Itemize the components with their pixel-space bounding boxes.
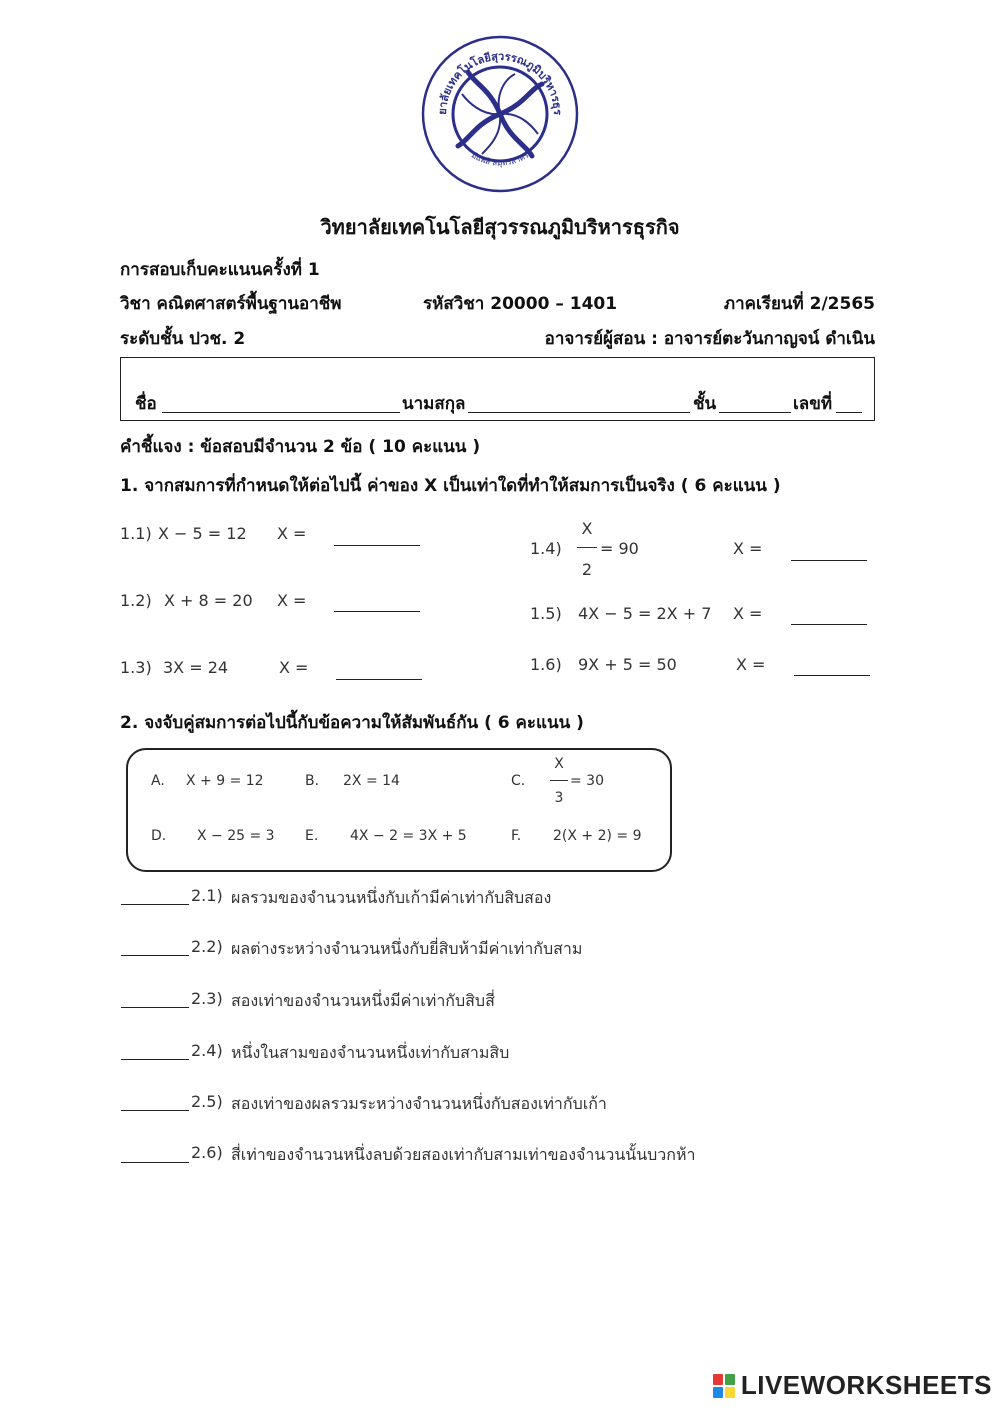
semester: ภาคเรียนที่ 2/2565 [723,294,875,314]
match-item-text: หนึ่งในสามของจำนวนหนึ่งเท่ากับสามสิบ [231,1043,510,1062]
option-equation: 4X − 2 = 3X + 5 [350,828,467,844]
fraction-numerator: X [554,756,564,772]
match-item-text: ผลรวมของจำนวนหนึ่งกับเก้ามีค่าเท่ากับสิบสอง [231,888,552,907]
item-number: 1.1) [120,524,152,543]
match-item-number: 2.6) [191,1143,223,1162]
option-letter: F. [511,828,522,844]
match-item-number: 2.3) [191,989,223,1008]
logo-text-top: ยาลัยเทคโนโลยีสุวรรณภูมิบริหารธุร [435,49,565,116]
answer-input-1-1[interactable] [334,545,420,546]
class-level: ระดับชั้น ปวช. 2 [120,329,246,349]
item-number: 1.6) [530,655,562,674]
section2-title: 2. จงจับคู่สมการต่อไปนี้กับข้อความให้สัมพันธ์กัน ( 6 คะแนน ) [120,713,584,733]
match-answer-input[interactable] [121,1110,189,1111]
answer-input-1-2[interactable] [334,611,420,612]
teacher-name: อาจารย์ผู้สอน : อาจารย์ตะวันกาญจน์ ดำเนิน [544,329,875,349]
answer-input-1-5[interactable] [791,624,867,625]
option-letter: B. [305,773,320,789]
answer-input-1-6[interactable] [794,675,870,676]
option-equation: X + 9 = 12 [186,773,264,789]
option-letter: A. [151,773,165,789]
option-letter: E. [305,828,319,844]
class-label: ชั้น [693,394,717,414]
match-item-number: 2.5) [191,1092,223,1111]
equation: 3X = 24 [163,658,229,677]
answer-input-1-4[interactable] [791,560,867,561]
option-equation: X − 25 = 3 [197,828,275,844]
match-answer-input[interactable] [121,1162,189,1163]
option-equation: 2(X + 2) = 9 [553,828,642,844]
item-number: 1.2) [120,591,152,610]
class-input[interactable] [719,412,791,413]
options-box [126,748,672,872]
answer-label: X = [733,539,763,558]
subject-name: วิชา คณิตศาสตร์พื้นฐานอาชีพ [120,294,342,314]
match-item-number: 2.4) [191,1041,223,1060]
logo-text-bottom: มีแพสิ สมุทรสาคร [469,150,531,168]
number-input[interactable] [836,412,862,413]
instruction: คำชี้แจง : ข้อสอบมีจำนวน 2 ข้อ ( 10 คะแนน ) [120,437,481,457]
option-letter: C. [511,773,526,789]
surname-label: นามสกุล [402,394,466,414]
fraction-denominator: 2 [581,560,593,579]
match-answer-input[interactable] [121,955,189,956]
item-number: 1.5) [530,604,562,623]
answer-label: X = [736,655,766,674]
subject-code: รหัสวิชา 20000 – 1401 [423,294,618,314]
answer-label: X = [733,604,763,623]
exam-title: การสอบเก็บคะแนนครั้งที่ 1 [120,260,320,280]
equation: X − 5 = 12 [158,524,247,543]
liveworksheets-brand [713,1370,992,1401]
item-number: 1.4) [530,539,562,558]
equation: 9X + 5 = 50 [578,655,677,674]
surname-input[interactable] [468,412,690,413]
match-item-number: 2.1) [191,886,223,905]
name-input[interactable] [162,412,400,413]
number-label: เลขที่ [793,394,833,414]
item-number: 1.3) [120,658,152,677]
match-item-text: สองเท่าของจำนวนหนึ่งมีค่าเท่ากับสิบสี่ [231,991,495,1010]
option-letter: D. [151,828,167,844]
liveworksheets-text: LIVEWORKSHEETS [740,1370,992,1400]
liveworksheets-logo-icon [713,1374,735,1398]
section1-title: 1. จากสมการที่กำหนดให้ต่อไปนี้ ค่าของ X เป็นเท่าใดที่ทำให้สมการเป็นจริง ( 6 คะแนน ) [120,476,781,496]
match-item-text: ผลต่างระหว่างจำนวนหนึ่งกับยี่สิบห้ามีค่าเท่ากับสาม [231,939,583,958]
answer-label: X = [277,524,307,543]
option-equation: = 30 [570,773,604,789]
fraction-bar [577,547,597,548]
fraction-bar [550,780,568,781]
match-answer-input[interactable] [121,904,189,905]
equation: = 90 [600,539,639,558]
svg-text:มีแพสิ สมุทรสาคร [470,150,531,167]
college-title: วิทยาลัยเทคโนโลยีสุวรรณภูมิบริหารธุรกิจ [320,215,680,239]
match-item-text: สี่เท่าของจำนวนหนึ่งลบด้วยสองเท่ากับสามเท่าของจำนวนนั้นบวกห้า [231,1145,696,1164]
fraction-numerator: X [581,519,593,538]
option-equation: 2X = 14 [343,773,400,789]
college-logo [420,34,580,194]
equation: 4X − 5 = 2X + 7 [578,604,712,623]
answer-label: X = [277,591,307,610]
match-answer-input[interactable] [121,1059,189,1060]
answer-input-1-3[interactable] [336,679,422,680]
match-item-number: 2.2) [191,937,223,956]
match-item-text: สองเท่าของผลรวมระหว่างจำนวนหนึ่งกับสองเท่ากับเก้า [231,1094,607,1113]
match-answer-input[interactable] [121,1007,189,1008]
answer-label: X = [279,658,309,677]
equation: X + 8 = 20 [164,591,253,610]
fraction-denominator: 3 [554,790,564,806]
name-label: ชื่อ [135,394,157,414]
